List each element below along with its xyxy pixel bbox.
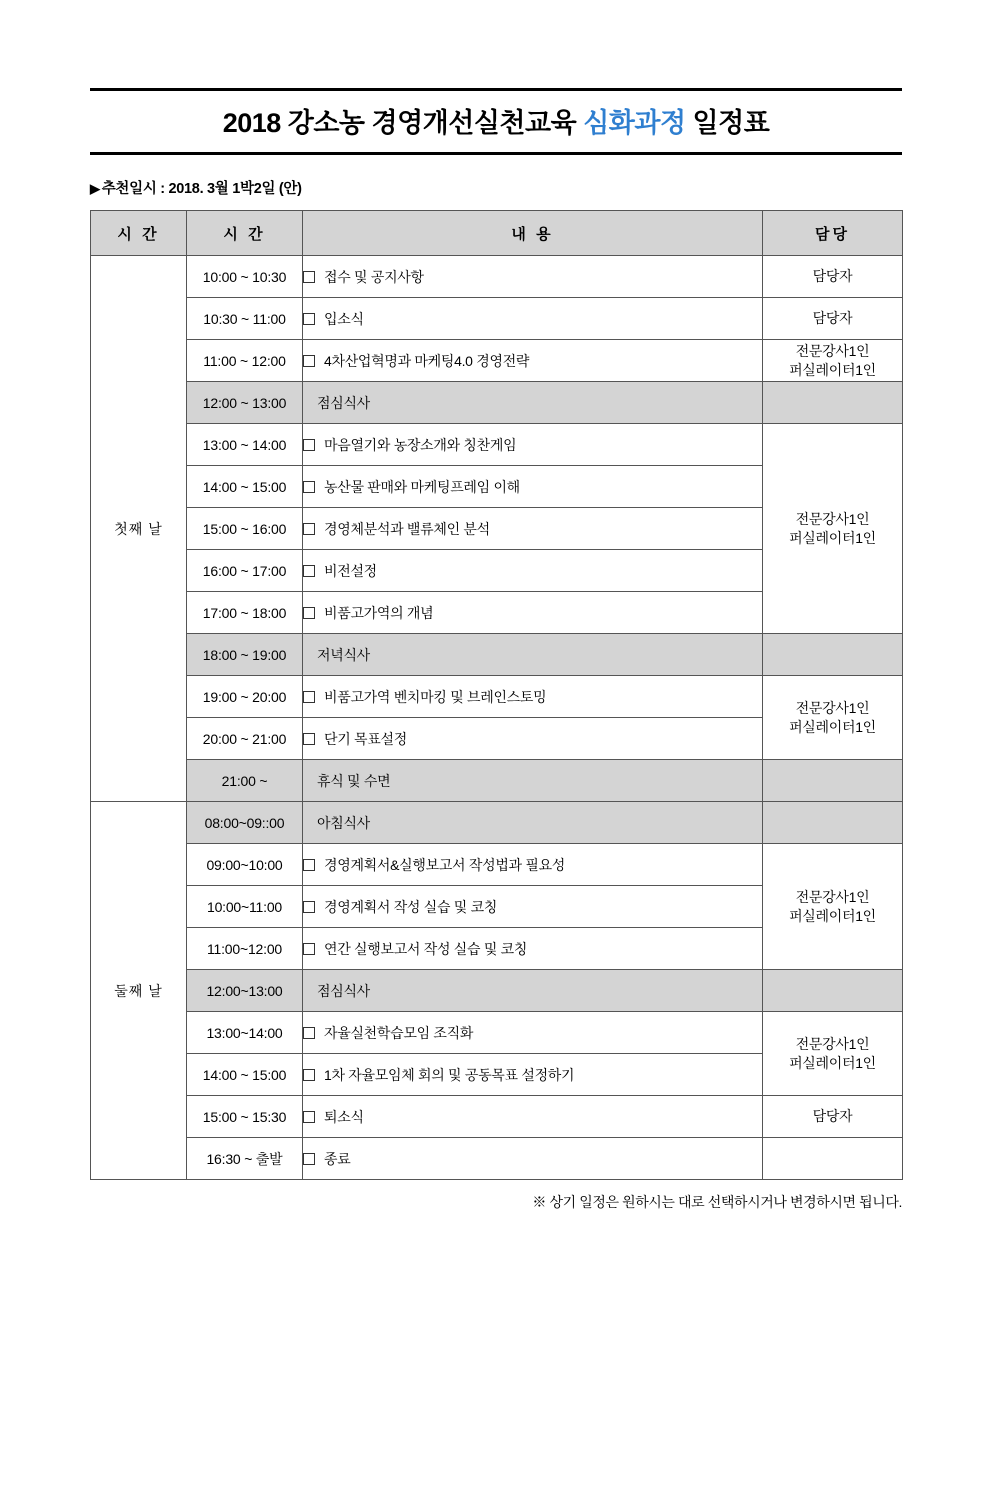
footnote: ※ 상기 일정은 원하시는 대로 선택하시거나 변경하시면 됩니다. [532,1194,902,1210]
content-text: 입소식 [324,310,364,327]
charge-cell [763,1012,903,1096]
content-cell [303,592,763,634]
content-text: 퇴소식 [324,1108,364,1125]
time-cell: 17:00 ~ 18:00 [187,592,303,634]
content-text: 비품고가역의 개념 [324,604,434,621]
time-cell: 11:00~12:00 [187,928,303,970]
content-cell [303,256,763,298]
charge-line: 퍼실레이터1인 [789,361,876,378]
title-block [90,88,902,155]
content-text: 4차산업혁명과 마케팅4.0 경영전략 [324,352,530,369]
table-row [91,760,903,802]
content-cell [303,1012,763,1054]
charge-cell [763,1096,903,1138]
content-text: 점심식사 [317,394,370,411]
charge-cell [763,298,903,340]
time-cell: 20:00 ~ 21:00 [187,718,303,760]
charge-cell [763,802,903,844]
schedule-table [90,210,903,1180]
content-text: 비품고가역 벤치마킹 및 브레인스토밍 [324,688,547,705]
time-cell: 09:00~10:00 [187,844,303,886]
checkbox-icon [303,859,315,871]
content-cell [303,1096,763,1138]
time-cell: 15:00 ~ 15:30 [187,1096,303,1138]
content-cell [303,844,763,886]
checkbox-icon [303,691,315,703]
content-text: 경영계획서&실행보고서 작성법과 필요성 [324,856,566,873]
charge-cell [763,760,903,802]
time-cell: 18:00 ~ 19:00 [187,634,303,676]
checkbox-icon [303,313,315,325]
time-cell: 10:00~11:00 [187,886,303,928]
title-accent: 심화과정 [583,108,686,138]
content-cell [303,424,763,466]
time-cell: 21:00 ~ [187,760,303,802]
content-cell [303,676,763,718]
checkbox-icon [303,901,315,913]
table-row [91,634,903,676]
charge-line: 전문강사1인 [795,1035,870,1052]
header-content: 내 용 [303,211,763,256]
content-text: 경영체분석과 밸류체인 분석 [324,520,490,537]
content-text: 점심식사 [317,982,370,999]
header-row [91,211,903,256]
table-row [91,340,903,382]
time-cell: 10:30 ~ 11:00 [187,298,303,340]
content-cell [303,1138,763,1180]
time-cell: 16:30 ~ 출발 [187,1138,303,1180]
table-row [91,1096,903,1138]
charge-line: 담당자 [812,310,853,327]
charge-line: 전문강사1인 [795,699,870,716]
charge-cell [763,256,903,298]
checkbox-icon [303,439,315,451]
checkbox-icon [303,523,315,535]
header-day: 시 간 [91,211,187,256]
time-cell: 08:00~09::00 [187,802,303,844]
header-charge: 담당 [763,211,903,256]
checkbox-icon [303,733,315,745]
document-page [0,88,992,1491]
table-row [91,424,903,466]
charge-line: 전문강사1인 [795,888,870,905]
header-time: 시 간 [187,211,303,256]
time-cell: 11:00 ~ 12:00 [187,340,303,382]
content-text: 휴식 및 수면 [317,772,391,789]
content-cell [303,508,763,550]
content-cell [303,802,763,844]
table-row [91,1138,903,1180]
table-row [91,970,903,1012]
table-row [91,256,903,298]
title-main: 2018 강소농 경영개선실천교육 [222,108,577,138]
table-row [91,1012,903,1054]
content-cell [303,298,763,340]
time-cell: 12:00 ~ 13:00 [187,382,303,424]
day-label: 첫째 날 [91,256,187,802]
time-cell: 12:00~13:00 [187,970,303,1012]
time-cell: 15:00 ~ 16:00 [187,508,303,550]
content-cell [303,928,763,970]
charge-cell [763,844,903,970]
time-cell: 16:00 ~ 17:00 [187,550,303,592]
time-cell: 10:00 ~ 10:30 [187,256,303,298]
charge-line: 담당자 [812,1108,853,1125]
checkbox-icon [303,943,315,955]
time-cell: 19:00 ~ 20:00 [187,676,303,718]
checkbox-icon [303,481,315,493]
subtitle-text: 추천일시 : 2018. 3월 1박2일 (안) [101,181,302,197]
content-cell [303,886,763,928]
table-row [91,382,903,424]
checkbox-icon [303,271,315,283]
content-text: 1차 자율모임체 회의 및 공동목표 설정하기 [324,1066,575,1083]
time-cell: 14:00 ~ 15:00 [187,1054,303,1096]
table-row [91,298,903,340]
charge-line: 담당자 [812,268,853,285]
charge-line: 전문강사1인 [795,342,870,359]
time-cell: 13:00~14:00 [187,1012,303,1054]
content-cell [303,382,763,424]
table-row [91,676,903,718]
checkbox-icon [303,607,315,619]
content-cell [303,760,763,802]
checkbox-icon [303,565,315,577]
content-text: 비전설정 [324,562,377,579]
content-text: 농산물 판매와 마케팅프레임 이해 [324,478,520,495]
triangle-marker-icon: ▶ [90,181,100,196]
table-row [91,802,903,844]
content-text: 저녁식사 [317,646,370,663]
content-cell [303,550,763,592]
time-cell: 14:00 ~ 15:00 [187,466,303,508]
content-cell [303,1054,763,1096]
content-cell [303,340,763,382]
content-cell [303,466,763,508]
content-cell [303,718,763,760]
content-text: 마음열기와 농장소개와 칭찬게임 [324,436,517,453]
table-row [91,844,903,886]
checkbox-icon [303,1069,315,1081]
checkbox-icon [303,1111,315,1123]
title-tail: 일정표 [692,108,770,138]
charge-line: 퍼실레이터1인 [789,529,876,546]
content-cell [303,634,763,676]
time-cell: 13:00 ~ 14:00 [187,424,303,466]
charge-cell [763,382,903,424]
content-cell [303,970,763,1012]
content-text: 종료 [324,1150,351,1167]
charge-line: 전문강사1인 [795,510,870,527]
checkbox-icon [303,355,315,367]
charge-cell [763,970,903,1012]
content-text: 경영계획서 작성 실습 및 코칭 [324,898,498,915]
table-header [91,211,903,256]
charge-cell [763,634,903,676]
checkbox-icon [303,1153,315,1165]
day-label: 둘째 날 [91,802,187,1180]
charge-line: 퍼실레이터1인 [789,718,876,735]
charge-cell [763,1138,903,1180]
checkbox-icon [303,1027,315,1039]
page-title [90,101,902,140]
content-text: 단기 목표설정 [324,730,407,747]
charge-cell [763,676,903,760]
charge-line: 퍼실레이터1인 [789,907,876,924]
subtitle-row [90,177,902,198]
table-body [91,256,903,1180]
charge-cell [763,424,903,634]
content-text: 접수 및 공지사항 [324,268,424,285]
content-text: 아침식사 [317,814,370,831]
charge-cell [763,340,903,382]
content-text: 연간 실행보고서 작성 실습 및 코칭 [324,940,528,957]
charge-line: 퍼실레이터1인 [789,1054,876,1071]
content-text: 자율실천학습모임 조직화 [324,1024,474,1041]
